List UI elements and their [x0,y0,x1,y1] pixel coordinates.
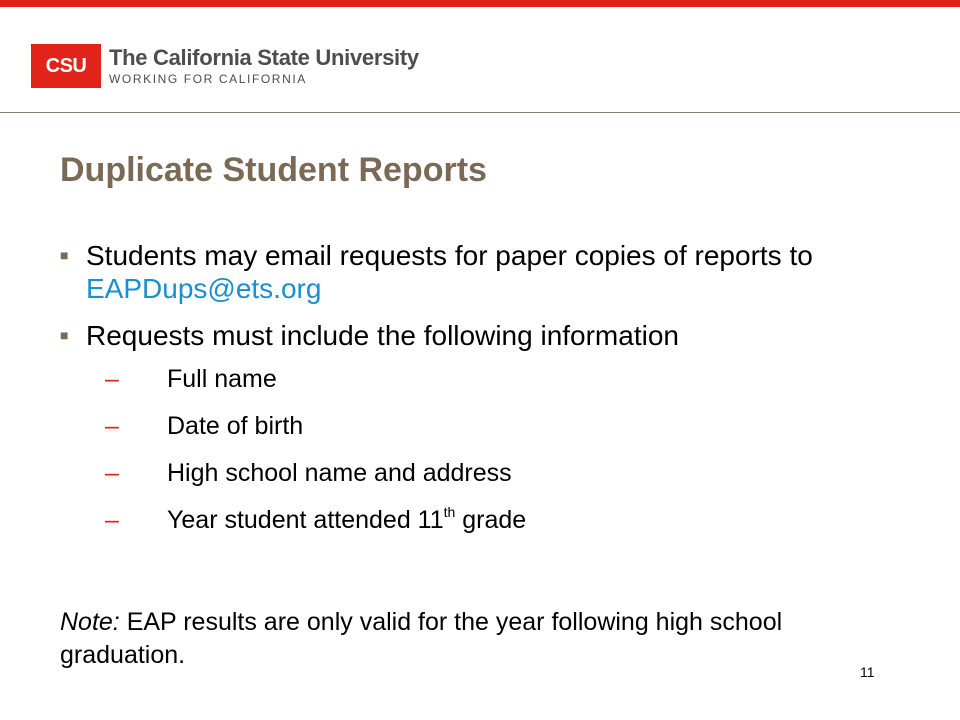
grade-suffix: grade [455,506,527,534]
grade-year-text: Year student attended 11 [167,506,444,534]
bullet-email-text: Students may email requests for paper copies of reports to [86,240,813,271]
note-text: EAP results are only valid for the year following high school graduation. [60,608,783,669]
page-number: 11 [860,664,875,680]
dash-icon: – [105,459,119,487]
logo-wordmark [109,45,419,87]
dash-icon: – [105,412,119,440]
note-label: Note: [60,608,120,636]
square-bullet-icon: ■ [60,247,69,263]
top-accent-bar [0,0,960,7]
bullet-item-requirements [60,319,900,352]
square-bullet-icon: ■ [60,327,69,343]
sub-item-grade-year [60,505,900,552]
dash-icon: – [105,506,119,534]
csu-logo-mark: CSU [31,44,101,88]
sub-item-text: Date of birth [167,412,304,440]
csu-logo [31,43,419,89]
dash-icon: – [105,365,119,393]
org-name: The California State University [109,45,419,70]
slide-note [60,606,910,672]
sub-item-text [167,505,526,552]
bullet-text [86,239,900,305]
email-link[interactable]: EAPDups@ets.org [86,273,322,304]
sub-item-text: Full name [167,365,277,393]
sub-bullet-list [60,364,900,552]
header-divider [0,112,960,113]
bullet-item-email [60,239,900,305]
sub-item-high-school [60,458,900,505]
sub-item-full-name [60,364,900,411]
slide-title: Duplicate Student Reports [60,151,487,189]
org-tagline: WORKING FOR CALIFORNIA [109,72,307,86]
bullet-text: Requests must include the following information [86,320,679,351]
bullet-list [60,239,900,552]
sub-item-date-of-birth [60,411,900,458]
ordinal-suffix: th [443,504,456,520]
sub-item-text: High school name and address [167,459,512,487]
